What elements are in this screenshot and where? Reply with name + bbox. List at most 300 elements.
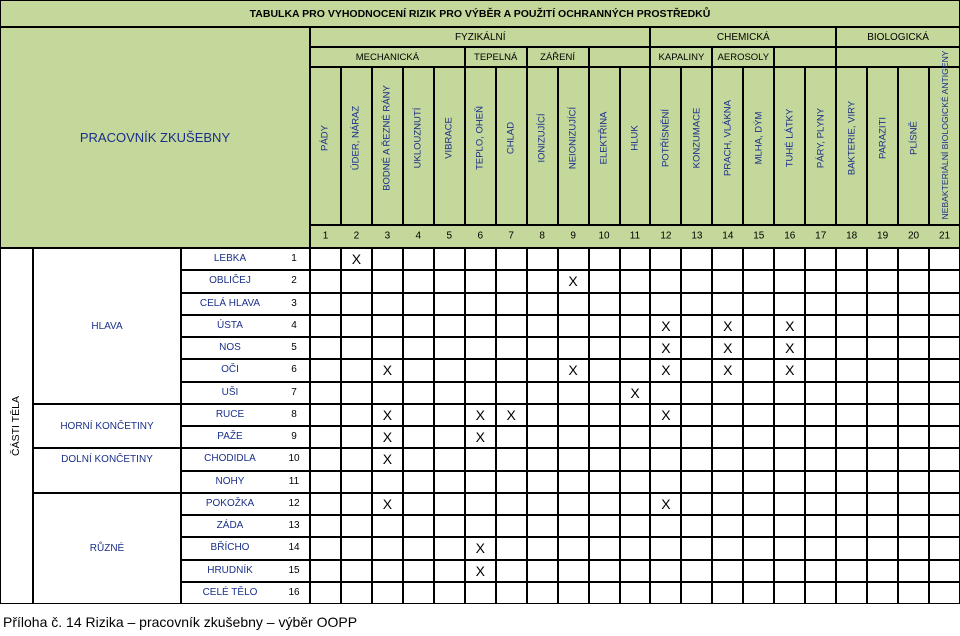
column-number-15: 15 — [753, 230, 765, 242]
grid-cell — [805, 448, 836, 470]
grid-cell — [527, 248, 558, 270]
risk-column-label-11: HLUK — [629, 125, 641, 151]
risk-group-0: FYZIKÁLNÍ — [310, 27, 650, 47]
grid-cell — [589, 560, 620, 582]
grid-cell — [620, 426, 651, 448]
grid-cell — [712, 248, 743, 270]
grid-cell — [650, 426, 681, 448]
grid-cell — [836, 426, 867, 448]
risk-subgroup-0: MECHANICKÁ — [310, 47, 465, 67]
grid-cell — [558, 337, 589, 359]
grid-cell — [465, 582, 496, 604]
body-part-number: 2 — [291, 275, 297, 287]
grid-cell — [465, 293, 496, 315]
grid-cell — [743, 515, 774, 537]
risk-mark: X — [661, 406, 671, 423]
grid-cell — [434, 582, 465, 604]
grid-cell — [898, 293, 929, 315]
body-group-label-1: HORNÍ KONČETINY — [60, 421, 154, 432]
column-number-8: 8 — [539, 230, 545, 242]
grid-cell — [805, 315, 836, 337]
grid-cell — [341, 515, 372, 537]
risk-mark: X — [475, 540, 485, 557]
grid-cell — [589, 270, 620, 292]
grid-cell — [867, 448, 898, 470]
grid-cell — [774, 448, 805, 470]
grid-cell — [527, 493, 558, 515]
grid-cell — [496, 560, 527, 582]
grid-cell — [650, 582, 681, 604]
grid-cell — [650, 270, 681, 292]
grid-cell — [310, 293, 341, 315]
risk-column-label-9: NEIONIZUJÍCÍ — [567, 106, 579, 170]
grid-cell — [496, 515, 527, 537]
grid-cell — [558, 493, 589, 515]
grid-cell — [898, 426, 929, 448]
grid-cell — [929, 270, 960, 292]
grid-cell — [310, 359, 341, 381]
body-part-number: 16 — [288, 586, 300, 598]
grid-cell — [743, 560, 774, 582]
body-part-name: HRUDNÍK — [207, 564, 253, 576]
column-number-11: 11 — [629, 230, 641, 242]
grid-cell — [434, 382, 465, 404]
grid-cell — [434, 426, 465, 448]
grid-cell — [743, 270, 774, 292]
grid-cell — [743, 315, 774, 337]
risk-column-label-18: BAKTERIE, VIRY — [846, 100, 858, 176]
grid-cell — [496, 382, 527, 404]
grid-cell — [929, 248, 960, 270]
grid-cell — [403, 515, 434, 537]
grid-cell — [310, 471, 341, 493]
grid-cell — [774, 293, 805, 315]
grid-cell — [589, 493, 620, 515]
risk-column-label-19: PARAZITI — [877, 116, 889, 160]
risk-mark: X — [661, 340, 671, 357]
grid-cell — [805, 337, 836, 359]
risk-mark: X — [506, 406, 516, 423]
grid-cell — [681, 493, 712, 515]
grid-cell — [620, 582, 651, 604]
grid-cell — [403, 382, 434, 404]
body-parts-label: ČÁSTI TĚLA — [10, 396, 22, 456]
risk-subgroup-2: ZÁŘENÍ — [527, 47, 589, 67]
body-part-number: 9 — [291, 431, 297, 442]
grid-cell — [403, 582, 434, 604]
body-part-name: ÚSTA — [217, 319, 243, 331]
risk-group-1: CHEMICKÁ — [650, 27, 836, 47]
grid-cell — [620, 493, 651, 515]
grid-cell — [805, 382, 836, 404]
grid-cell — [589, 426, 620, 448]
grid-cell — [712, 515, 743, 537]
body-part-number: 15 — [288, 564, 300, 576]
grid-cell — [589, 537, 620, 559]
grid-cell — [403, 404, 434, 426]
grid-cell — [929, 582, 960, 604]
grid-cell — [310, 426, 341, 448]
grid-cell — [805, 270, 836, 292]
risk-mark: X — [723, 340, 733, 357]
grid-cell — [929, 560, 960, 582]
risk-mark: X — [785, 340, 795, 357]
grid-cell — [465, 359, 496, 381]
body-group-label-3: RŮZNÉ — [89, 543, 125, 555]
column-number-4: 4 — [415, 230, 422, 242]
grid-cell — [898, 537, 929, 559]
grid-cell — [774, 426, 805, 448]
grid-cell — [589, 248, 620, 270]
grid-cell — [465, 382, 496, 404]
grid-cell — [589, 448, 620, 470]
grid-cell — [898, 359, 929, 381]
column-number-10: 10 — [598, 230, 610, 242]
grid-cell — [341, 560, 372, 582]
grid-cell — [836, 337, 867, 359]
grid-cell — [620, 560, 651, 582]
grid-cell — [712, 471, 743, 493]
grid-cell — [403, 426, 434, 448]
grid-cell — [496, 248, 527, 270]
grid-cell — [898, 248, 929, 270]
grid-cell — [372, 270, 403, 292]
grid-cell — [681, 248, 712, 270]
risk-subgroup-blank-0 — [589, 47, 651, 67]
grid-cell — [589, 382, 620, 404]
grid-cell — [681, 359, 712, 381]
grid-cell — [743, 293, 774, 315]
grid-cell — [341, 382, 372, 404]
grid-cell — [620, 315, 651, 337]
grid-cell — [805, 582, 836, 604]
grid-cell — [681, 515, 712, 537]
grid-cell — [836, 560, 867, 582]
grid-cell — [434, 560, 465, 582]
column-number-18: 18 — [846, 230, 858, 242]
risk-mark: X — [475, 406, 485, 423]
grid-cell — [681, 471, 712, 493]
grid-cell — [589, 404, 620, 426]
grid-cell — [620, 471, 651, 493]
risk-column-label-1: PÁDY — [319, 125, 331, 151]
risk-subgroup-1: TEPELNÁ — [465, 47, 527, 67]
grid-cell — [403, 471, 434, 493]
column-number-21: 21 — [938, 230, 951, 242]
grid-cell — [712, 537, 743, 559]
grid-cell — [867, 537, 898, 559]
grid-cell — [310, 515, 341, 537]
grid-cell — [898, 448, 929, 470]
grid-cell — [898, 337, 929, 359]
grid-cell — [743, 448, 774, 470]
risk-column-label-13: KONZUMACE — [691, 107, 703, 169]
grid-cell — [681, 315, 712, 337]
grid-cell — [341, 270, 372, 292]
grid-cell — [929, 448, 960, 470]
body-part-name: ZÁDA — [216, 520, 244, 531]
grid-cell — [310, 382, 341, 404]
grid-cell — [805, 493, 836, 515]
grid-cell — [898, 382, 929, 404]
grid-cell — [805, 248, 836, 270]
grid-cell — [743, 582, 774, 604]
grid-cell — [589, 315, 620, 337]
grid-cell — [620, 270, 651, 292]
risk-mark: X — [382, 429, 393, 446]
grid-cell — [836, 382, 867, 404]
body-part-name: NOHY — [215, 475, 245, 487]
grid-cell — [341, 426, 372, 448]
role-label: PRACOVNÍK ZKUŠEBNY — [0, 27, 310, 248]
grid-cell — [496, 471, 527, 493]
grid-cell — [372, 315, 403, 337]
grid-cell — [712, 560, 743, 582]
grid-cell — [589, 471, 620, 493]
grid-cell — [867, 248, 898, 270]
grid-cell — [341, 493, 372, 515]
column-number-9: 9 — [570, 230, 576, 242]
grid-cell — [372, 471, 403, 493]
grid-cell — [805, 426, 836, 448]
grid-cell — [929, 404, 960, 426]
risk-mark: X — [568, 362, 578, 379]
grid-cell — [681, 537, 712, 559]
grid-cell — [372, 515, 403, 537]
grid-cell — [372, 293, 403, 315]
grid-cell — [743, 471, 774, 493]
grid-cell — [681, 426, 712, 448]
grid-cell — [310, 493, 341, 515]
grid-cell — [527, 359, 558, 381]
risk-mark: X — [382, 362, 393, 379]
grid-cell — [527, 270, 558, 292]
grid-cell — [774, 270, 805, 292]
grid-cell — [496, 337, 527, 359]
grid-cell — [403, 248, 434, 270]
grid-cell — [712, 382, 743, 404]
grid-cell — [805, 293, 836, 315]
grid-cell — [836, 515, 867, 537]
grid-cell — [496, 315, 527, 337]
grid-cell — [434, 270, 465, 292]
grid-cell — [434, 337, 465, 359]
grid-cell — [558, 382, 589, 404]
grid-cell — [403, 359, 434, 381]
grid-cell — [341, 293, 372, 315]
grid-cell — [620, 248, 651, 270]
grid-cell — [496, 537, 527, 559]
risk-mark: X — [475, 562, 485, 579]
grid-cell — [310, 248, 341, 270]
risk-mark: X — [351, 251, 362, 268]
grid-cell — [558, 515, 589, 537]
body-part-number: 11 — [288, 475, 300, 487]
column-number-14: 14 — [722, 230, 734, 242]
grid-cell — [496, 448, 527, 470]
risk-mark: X — [785, 317, 795, 334]
grid-cell — [681, 270, 712, 292]
grid-cell — [589, 515, 620, 537]
grid-cell — [434, 293, 465, 315]
grid-cell — [743, 382, 774, 404]
grid-cell — [929, 315, 960, 337]
risk-mark: X — [382, 406, 393, 423]
grid-cell — [372, 560, 403, 582]
grid-cell — [434, 448, 465, 470]
grid-cell — [341, 337, 372, 359]
grid-cell — [867, 315, 898, 337]
grid-cell — [929, 537, 960, 559]
grid-cell — [774, 471, 805, 493]
grid-cell — [558, 582, 589, 604]
grid-cell — [310, 270, 341, 292]
grid-cell — [929, 382, 960, 404]
grid-cell — [620, 404, 651, 426]
grid-cell — [341, 471, 372, 493]
body-part-name: OČI — [221, 364, 239, 376]
grid-cell — [434, 515, 465, 537]
grid-cell — [805, 404, 836, 426]
body-part-name: LEBKA — [213, 253, 247, 264]
grid-cell — [527, 471, 558, 493]
body-group-label-0: HLAVA — [91, 320, 123, 332]
body-part-name: CHODIDLA — [204, 453, 256, 465]
risk-column-label-4: UKLOUZNUTÍ — [412, 107, 424, 169]
risk-mark: X — [568, 273, 578, 290]
grid-cell — [929, 471, 960, 493]
grid-cell — [650, 248, 681, 270]
grid-cell — [867, 582, 898, 604]
grid-cell — [836, 248, 867, 270]
grid-cell — [558, 293, 589, 315]
grid-cell — [836, 537, 867, 559]
grid-cell — [465, 493, 496, 515]
grid-cell — [867, 359, 898, 381]
grid-cell — [527, 315, 558, 337]
grid-cell — [465, 337, 496, 359]
risk-subgroup-blank-1 — [774, 47, 836, 67]
grid-cell — [527, 560, 558, 582]
grid-cell — [434, 493, 465, 515]
grid-cell — [929, 337, 960, 359]
grid-cell — [805, 471, 836, 493]
grid-cell — [836, 582, 867, 604]
grid-cell — [620, 515, 651, 537]
column-number-20: 20 — [908, 230, 920, 242]
grid-cell — [372, 248, 403, 270]
body-group-label-2: DOLNÍ KONČETINY — [61, 454, 153, 466]
grid-cell — [527, 293, 558, 315]
column-number-16: 16 — [784, 230, 796, 242]
grid-cell — [496, 426, 527, 448]
body-part-name: CELÉ TĚLO — [202, 586, 258, 598]
column-number-17: 17 — [815, 230, 827, 242]
grid-cell — [929, 359, 960, 381]
risk-mark: X — [661, 362, 671, 379]
grid-cell — [589, 582, 620, 604]
grid-cell — [372, 382, 403, 404]
grid-cell — [465, 315, 496, 337]
body-part-name: UŠI — [221, 386, 239, 398]
body-part-number: 7 — [291, 386, 297, 398]
grid-cell — [712, 426, 743, 448]
grid-cell — [403, 293, 434, 315]
grid-cell — [403, 537, 434, 559]
body-part-name: CELÁ HLAVA — [199, 297, 261, 309]
body-part-name: OBLIČEJ — [209, 275, 251, 287]
column-number-13: 13 — [691, 230, 703, 242]
grid-cell — [743, 248, 774, 270]
grid-cell — [341, 404, 372, 426]
grid-cell — [650, 560, 681, 582]
grid-cell — [434, 404, 465, 426]
risk-column-label-6: TEPLO, OHEŇ — [474, 106, 486, 170]
grid-cell — [929, 293, 960, 315]
risk-mark: X — [661, 495, 671, 512]
grid-cell — [836, 359, 867, 381]
body-part-name: NOS — [219, 342, 241, 353]
grid-cell — [867, 515, 898, 537]
grid-cell — [898, 270, 929, 292]
risk-column-label-5: VIBRACE — [443, 117, 455, 159]
caption: Příloha č. 14 Rizika – pracovník zkušebny – výběr OOPP — [3, 614, 358, 630]
grid-cell — [929, 515, 960, 537]
grid-cell — [650, 515, 681, 537]
grid-cell — [929, 493, 960, 515]
grid-cell — [620, 448, 651, 470]
grid-cell — [558, 315, 589, 337]
grid-cell — [805, 560, 836, 582]
grid-cell — [527, 382, 558, 404]
grid-cell — [527, 426, 558, 448]
risk-subgroup-4: AEROSOLY — [712, 47, 774, 67]
risk-subgroup-3: KAPALINY — [650, 47, 712, 67]
grid-cell — [403, 448, 434, 470]
grid-cell — [805, 359, 836, 381]
grid-cell — [650, 382, 681, 404]
grid-cell — [774, 493, 805, 515]
body-part-number: 13 — [288, 520, 300, 531]
grid-cell — [558, 248, 589, 270]
grid-cell — [836, 493, 867, 515]
grid-cell — [836, 293, 867, 315]
grid-cell — [898, 560, 929, 582]
grid-cell — [867, 337, 898, 359]
grid-cell — [527, 337, 558, 359]
grid-cell — [774, 582, 805, 604]
grid-cell — [929, 426, 960, 448]
grid-cell — [527, 448, 558, 470]
grid-cell — [774, 560, 805, 582]
grid-cell — [743, 537, 774, 559]
risk-column-label-15: MLHA, DÝM — [753, 111, 765, 165]
grid-cell — [650, 293, 681, 315]
grid-cell — [434, 537, 465, 559]
grid-cell — [527, 582, 558, 604]
grid-cell — [867, 426, 898, 448]
risk-column-label-8: IONIZUJÍCÍ — [536, 113, 548, 163]
grid-cell — [341, 582, 372, 604]
grid-cell — [434, 315, 465, 337]
grid-cell — [558, 426, 589, 448]
grid-cell — [836, 404, 867, 426]
grid-cell — [712, 493, 743, 515]
body-part-number: 3 — [291, 297, 297, 309]
grid-cell — [620, 337, 651, 359]
grid-cell — [310, 448, 341, 470]
grid-cell — [774, 515, 805, 537]
